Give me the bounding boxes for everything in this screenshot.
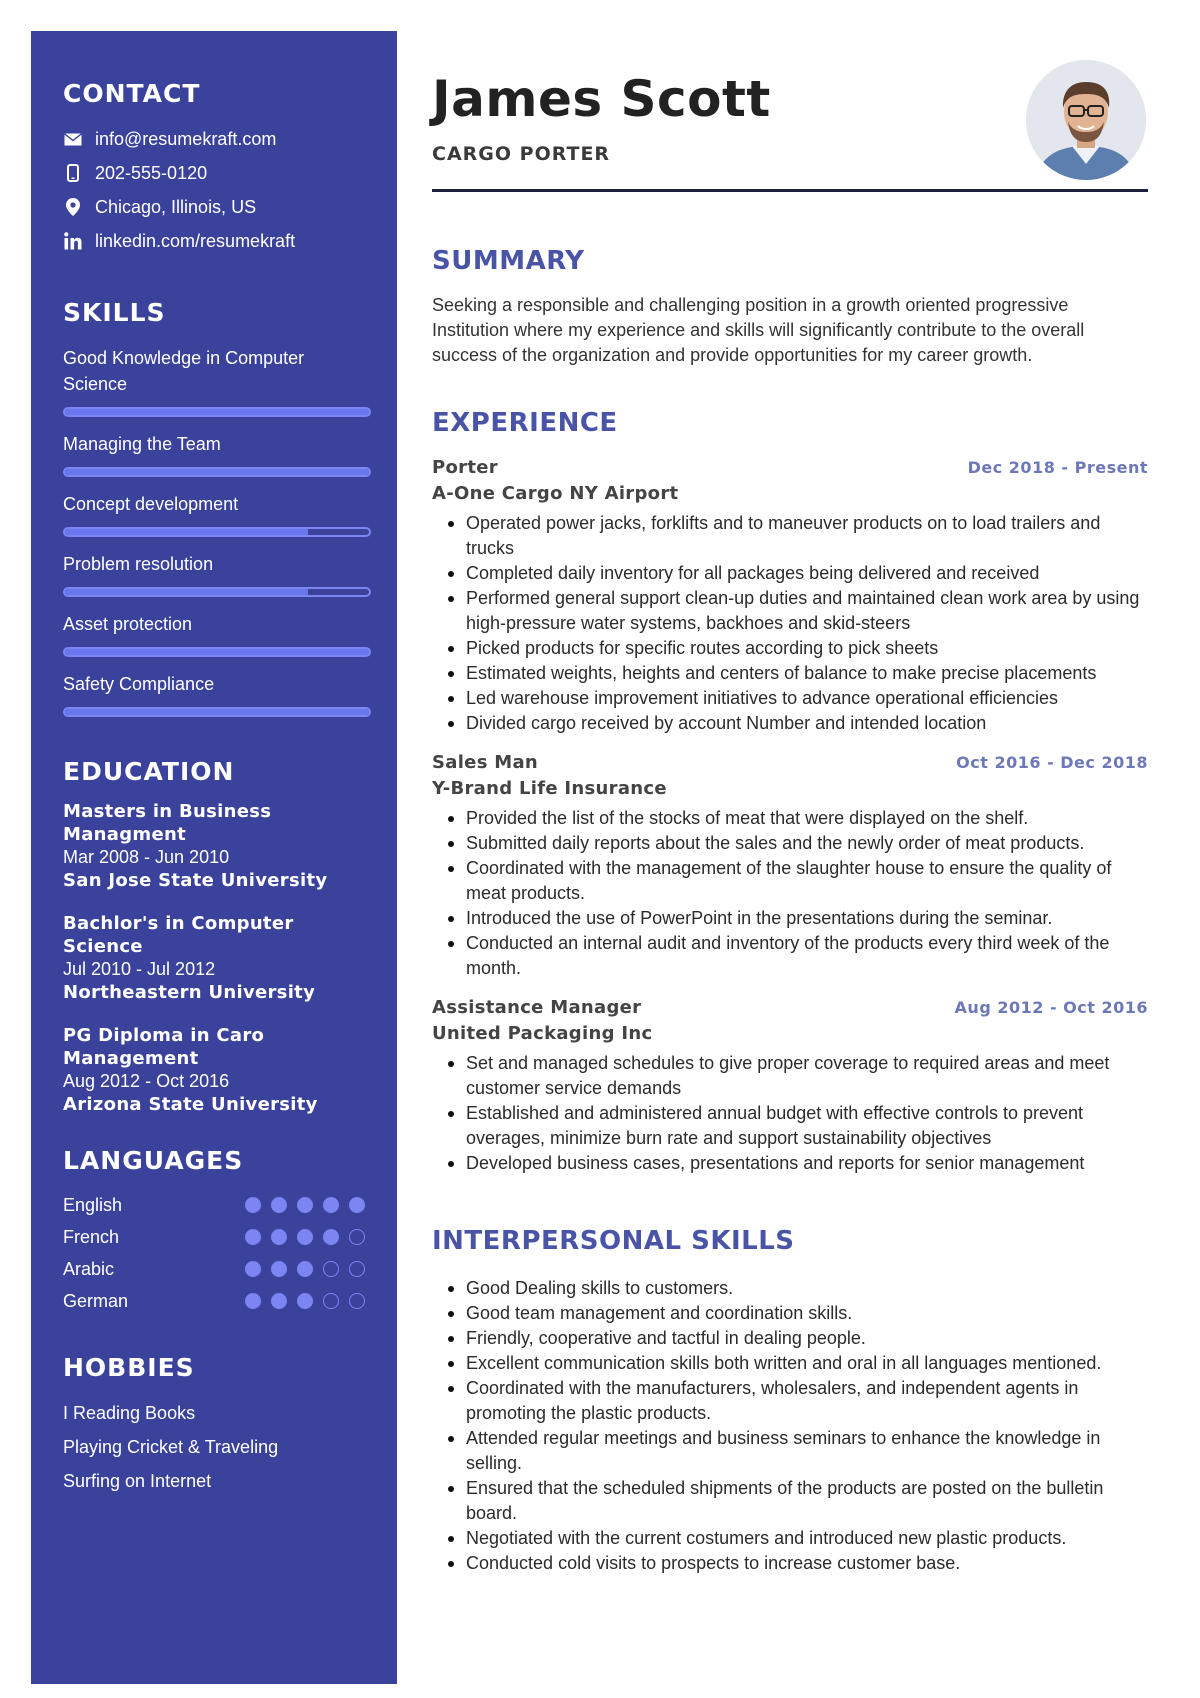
- language-name: English: [63, 1194, 123, 1215]
- profile-photo-illustration: [1026, 60, 1146, 180]
- bullet-item: Set and managed schedules to give proper coverage to required areas and meet customer service demands: [432, 1051, 1148, 1101]
- education-dates: Mar 2008 - Jun 2010: [63, 847, 230, 867]
- bullet-item: Provided the list of the stocks of meat that were displayed on the shelf.: [432, 806, 1148, 831]
- skill-level-bar: [63, 407, 371, 417]
- bullet-item: Coordinated with the manufacturers, wholesalers, and independent agents in promoting the plastic products.: [432, 1376, 1148, 1426]
- rating-dot-empty: [349, 1261, 365, 1277]
- bullet-item: Developed business cases, presentations and reports for senior management: [432, 1151, 1148, 1176]
- skill-level-fill: [65, 529, 308, 535]
- language-name: Arabic: [63, 1258, 115, 1279]
- language-name: German: [63, 1290, 129, 1311]
- avatar: [1026, 60, 1146, 180]
- language-row: [63, 1189, 371, 1221]
- summary-text: Seeking a responsible and challenging position in a growth oriented progressive Institution where my experience and skills will significantly contribute to the overall success of the organization and provide opportunities for my career growth.: [432, 295, 1085, 365]
- languages-heading: LANGUAGES: [63, 1146, 244, 1175]
- language-rating: [245, 1261, 371, 1277]
- experience-bullets: [432, 1051, 1148, 1176]
- experience-item: [432, 750, 1148, 981]
- skill-label: Concept development: [63, 494, 239, 514]
- skill-label: Managing the Team: [63, 434, 221, 454]
- skill-item: [63, 341, 371, 417]
- sidebar: [31, 31, 397, 1684]
- job-title: CARGO PORTER: [432, 143, 611, 165]
- education-dates: Aug 2012 - Oct 2016: [63, 1071, 230, 1091]
- skill-item: [63, 487, 371, 537]
- education-school: Northeastern University: [63, 982, 316, 1003]
- experience-header: [432, 455, 1148, 481]
- rating-dot-filled: [271, 1261, 287, 1277]
- bullet-item: Introduced the use of PowerPoint in the presentations during the seminar.: [432, 906, 1148, 931]
- skills-section: [63, 298, 371, 717]
- experience-role: Porter: [432, 457, 498, 478]
- bullet-item: Divided cargo received by account Number and intended location: [432, 711, 1148, 736]
- experience-company: Y-Brand Life Insurance: [432, 778, 667, 799]
- contact-phone[interactable]: [63, 156, 371, 190]
- rating-dot-filled: [349, 1197, 365, 1213]
- experience-company: A-One Cargo NY Airport: [432, 483, 679, 504]
- skill-label: Problem resolution: [63, 554, 214, 574]
- skill-item: [63, 547, 371, 597]
- rating-dot-filled: [245, 1197, 261, 1213]
- skill-level-bar: [63, 467, 371, 477]
- bullet-item: Negotiated with the current costumers and introduced new plastic products.: [432, 1526, 1148, 1551]
- summary-heading: SUMMARY: [432, 246, 585, 276]
- skill-level-bar: [63, 707, 371, 717]
- bullet-item: Friendly, cooperative and tactful in dealing people.: [432, 1326, 1148, 1351]
- skill-item: [63, 667, 371, 717]
- language-name: French: [63, 1226, 120, 1247]
- rating-dot-filled: [297, 1261, 313, 1277]
- skill-label: Good Knowledge in Computer Science: [63, 348, 305, 394]
- contact-location-text: Chicago, Illinois, US: [95, 196, 257, 217]
- skill-level-bar: [63, 527, 371, 537]
- rating-dot-filled: [323, 1229, 339, 1245]
- bullet-item: Established and administered annual budget with effective controls to prevent overages, minimize burn rate and support sustainability objectives: [432, 1101, 1148, 1151]
- education-school: Arizona State University: [63, 1094, 318, 1115]
- education-school: San Jose State University: [63, 870, 328, 891]
- envelope-icon: [63, 129, 83, 149]
- skill-item: [63, 607, 371, 657]
- contact-linkedin[interactable]: [63, 224, 371, 258]
- experience-item: [432, 995, 1148, 1176]
- rating-dot-filled: [271, 1197, 287, 1213]
- bullet-item: Excellent communication skills both written and oral in all languages mentioned.: [432, 1351, 1148, 1376]
- language-row: [63, 1285, 371, 1317]
- hobbies-heading: HOBBIES: [63, 1353, 195, 1382]
- language-rating: [245, 1197, 371, 1213]
- education-degree: PG Diploma in Caro Management: [63, 1025, 265, 1069]
- candidate-name: James Scott: [432, 70, 771, 128]
- contact-location: [63, 190, 371, 224]
- rating-dot-filled: [245, 1261, 261, 1277]
- bullet-item: Performed general support clean-up duties and maintained clean work area by using high-pressure water systems, backhoes and skid-steers: [432, 586, 1148, 636]
- experience-item: [432, 455, 1148, 736]
- skill-level-fill: [65, 709, 369, 715]
- experience-list: [432, 455, 1148, 1190]
- rating-dot-empty: [349, 1229, 365, 1245]
- skill-label: Asset protection: [63, 614, 193, 634]
- education-degree: Masters in Business Managment: [63, 801, 272, 845]
- rating-dot-filled: [297, 1197, 313, 1213]
- hobby-item: I Reading Books: [63, 1403, 196, 1423]
- skill-level-bar: [63, 647, 371, 657]
- rating-dot-empty: [323, 1261, 339, 1277]
- education-degree: Bachlor's in Computer Science: [63, 913, 294, 957]
- rating-dot-empty: [323, 1293, 339, 1309]
- experience-dates: Aug 2012 - Oct 2016: [954, 998, 1148, 1017]
- education-item: [63, 912, 371, 1004]
- experience-dates: Oct 2016 - Dec 2018: [956, 753, 1148, 772]
- skills-heading: SKILLS: [63, 298, 166, 327]
- bullet-item: Coordinated with the management of the slaughter house to ensure the quality of meat products.: [432, 856, 1148, 906]
- interpersonal-heading: INTERPERSONAL SKILLS: [432, 1226, 795, 1256]
- location-pin-icon: [63, 197, 83, 217]
- education-item: [63, 800, 371, 892]
- header-divider: [432, 189, 1148, 192]
- education-section: [63, 757, 371, 1116]
- contact-linkedin-text: linkedin.com/resumekraft: [95, 230, 296, 251]
- skill-level-fill: [65, 469, 369, 475]
- bullet-item: Attended regular meetings and business seminars to enhance the knowledge in selling.: [432, 1426, 1148, 1476]
- bullet-item: Ensured that the scheduled shipments of the products are posted on the bulletin board.: [432, 1476, 1148, 1526]
- experience-role: Sales Man: [432, 752, 539, 773]
- bullet-item: Conducted cold visits to prospects to increase customer base.: [432, 1551, 1148, 1576]
- skill-level-bar: [63, 587, 371, 597]
- hobby-item: Playing Cricket & Traveling: [63, 1437, 279, 1457]
- languages-section: [63, 1146, 371, 1317]
- education-heading: EDUCATION: [63, 757, 235, 786]
- experience-company: United Packaging Inc: [432, 1023, 653, 1044]
- rating-dot-filled: [271, 1229, 287, 1245]
- contact-email-text: info@resumekraft.com: [95, 128, 277, 149]
- bullet-item: Led warehouse improvement initiatives to advance operational efficiencies: [432, 686, 1148, 711]
- rating-dot-filled: [323, 1197, 339, 1213]
- rating-dot-filled: [245, 1229, 261, 1245]
- skill-level-fill: [65, 649, 369, 655]
- skill-item: [63, 427, 371, 477]
- language-row: [63, 1253, 371, 1285]
- rating-dot-filled: [245, 1293, 261, 1309]
- education-item: [63, 1024, 371, 1116]
- interpersonal-list: [432, 1276, 1148, 1576]
- experience-role: Assistance Manager: [432, 997, 642, 1018]
- experience-dates: Dec 2018 - Present: [967, 458, 1148, 477]
- rating-dot-filled: [271, 1293, 287, 1309]
- hobby-item: Surfing on Internet: [63, 1471, 212, 1491]
- contact-section: [63, 79, 371, 258]
- bullet-item: Picked products for specific routes according to pick sheets: [432, 636, 1148, 661]
- language-row: [63, 1221, 371, 1253]
- rating-dot-filled: [297, 1229, 313, 1245]
- language-rating: [245, 1293, 371, 1309]
- bullet-item: Good Dealing skills to customers.: [432, 1276, 1148, 1301]
- bullet-item: Conducted an internal audit and inventory of the products every third week of the month.: [432, 931, 1148, 981]
- skill-level-fill: [65, 589, 308, 595]
- linkedin-icon: [63, 231, 83, 251]
- experience-header: [432, 750, 1148, 776]
- skill-label: Safety Compliance: [63, 674, 215, 694]
- phone-icon: [63, 163, 83, 183]
- skill-level-fill: [65, 409, 369, 415]
- experience-header: [432, 995, 1148, 1021]
- language-rating: [245, 1229, 371, 1245]
- contact-phone-text: 202-555-0120: [95, 162, 208, 183]
- contact-email[interactable]: [63, 122, 371, 156]
- bullet-item: Estimated weights, heights and centers of balance to make precise placements: [432, 661, 1148, 686]
- rating-dot-filled: [297, 1293, 313, 1309]
- bullet-item: Completed daily inventory for all packages being delivered and received: [432, 561, 1148, 586]
- experience-bullets: [432, 806, 1148, 981]
- bullet-item: Good team management and coordination skills.: [432, 1301, 1148, 1326]
- experience-heading: EXPERIENCE: [432, 408, 618, 438]
- bullet-item: Operated power jacks, forklifts and to maneuver products on to load trailers and trucks: [432, 511, 1148, 561]
- experience-bullets: [432, 511, 1148, 736]
- hobbies-section: [63, 1353, 371, 1498]
- bullet-item: Submitted daily reports about the sales and the newly order of meat products.: [432, 831, 1148, 856]
- contact-heading: CONTACT: [63, 79, 201, 108]
- education-dates: Jul 2010 - Jul 2012: [63, 959, 216, 979]
- rating-dot-empty: [349, 1293, 365, 1309]
